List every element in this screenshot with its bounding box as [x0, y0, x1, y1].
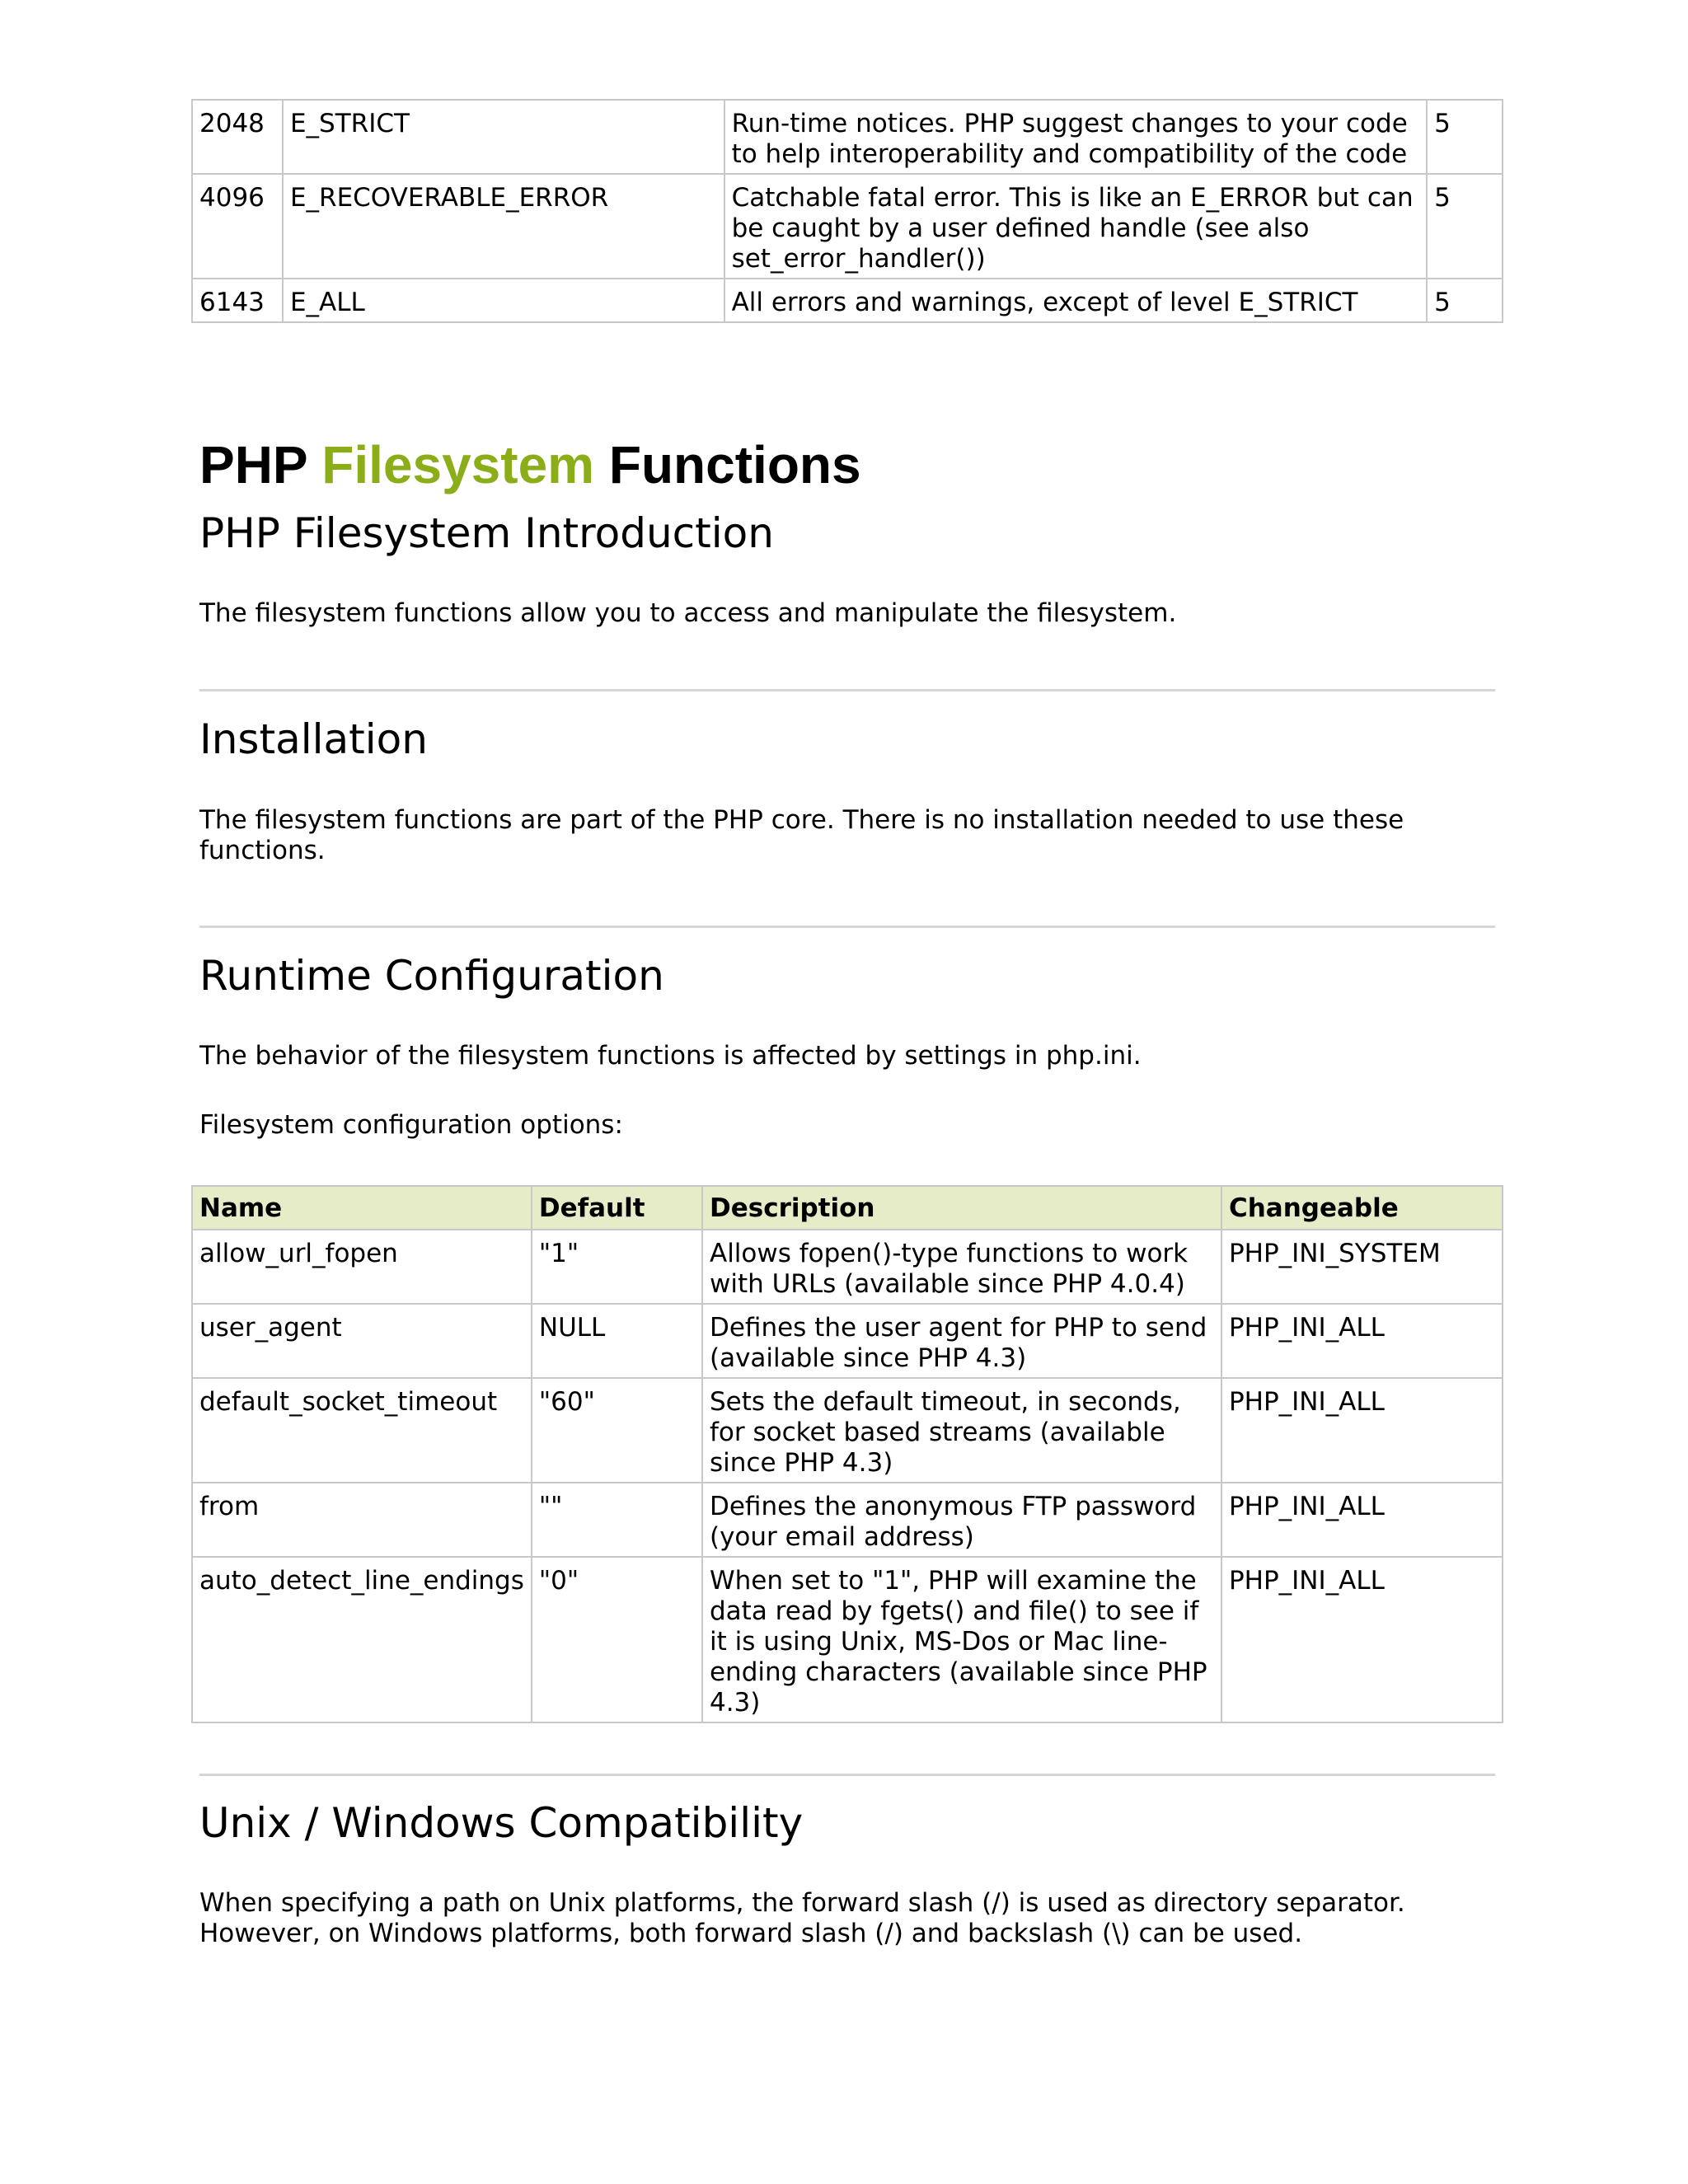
option-changeable: PHP_INI_ALL — [1221, 1378, 1503, 1483]
installation-text: The filesystem functions are part of the PHP core. There is no installation needed to use these functions. — [199, 805, 1404, 865]
table-row — [192, 1557, 1503, 1722]
runtime-options-label: Filesystem configuration options: — [199, 1110, 623, 1140]
section-divider — [199, 689, 1495, 691]
option-default: "60" — [532, 1378, 702, 1483]
table-row — [192, 1230, 1503, 1304]
option-name: auto_detect_line_endings — [192, 1557, 532, 1722]
runtime-heading: Runtime Configuration — [199, 952, 664, 1000]
error-description: Run-time notices. PHP suggest changes to your code to help interoperability and compatibility of the code — [724, 100, 1428, 174]
col-header-default: Default — [532, 1186, 702, 1230]
title-part-2: Functions — [594, 435, 861, 494]
section-divider — [199, 926, 1495, 928]
error-php-version: 5 — [1427, 279, 1503, 322]
compat-heading: Unix / Windows Compatibility — [199, 1799, 804, 1847]
option-name: from — [192, 1483, 532, 1557]
option-name: default_socket_timeout — [192, 1378, 532, 1483]
title-accent: Filesystem — [321, 435, 595, 494]
error-levels-table — [191, 99, 1503, 323]
option-description: Sets the default timeout, in seconds, for socket based streams (available since PHP 4.3) — [702, 1378, 1221, 1483]
option-default: "0" — [532, 1557, 702, 1722]
page-title — [199, 432, 861, 498]
error-php-version: 5 — [1427, 174, 1503, 279]
table-row — [192, 1483, 1503, 1557]
col-header-description: Description — [702, 1186, 1221, 1230]
compat-text: When specifying a path on Unix platforms, the forward slash (/) is used as directory separator. However, on Windows platforms, both forward slash (/) and backslash (\) can be used. — [199, 1888, 1405, 1948]
error-value: 2048 — [192, 100, 283, 174]
option-name: allow_url_fopen — [192, 1230, 532, 1304]
intro-text: The filesystem functions allow you to access and manipulate the filesystem. — [199, 598, 1177, 628]
table-row — [192, 100, 1503, 174]
option-changeable: PHP_INI_ALL — [1221, 1557, 1503, 1722]
option-description: When set to "1", PHP will examine the data read by fgets() and file() to see if it is using Unix, MS-Dos or Mac line-ending characters (available since PHP 4.3) — [702, 1557, 1221, 1722]
option-description: Defines the anonymous FTP password (your email address) — [702, 1483, 1221, 1557]
col-header-changeable: Changeable — [1221, 1186, 1503, 1230]
option-changeable: PHP_INI_ALL — [1221, 1483, 1503, 1557]
table-row — [192, 279, 1503, 322]
table-row — [192, 174, 1503, 279]
option-default: "" — [532, 1483, 702, 1557]
option-description: Allows fopen()-type functions to work with URLs (available since PHP 4.0.4) — [702, 1230, 1221, 1304]
error-constant: E_RECOVERABLE_ERROR — [283, 174, 724, 279]
error-description: Catchable fatal error. This is like an E_ERROR but can be caught by a user defined handle (see also set_error_handler()) — [724, 174, 1428, 279]
option-changeable: PHP_INI_ALL — [1221, 1304, 1503, 1378]
section-divider — [199, 1774, 1495, 1776]
option-changeable: PHP_INI_SYSTEM — [1221, 1230, 1503, 1304]
error-value: 6143 — [192, 279, 283, 322]
error-php-version: 5 — [1427, 100, 1503, 174]
table-row — [192, 1304, 1503, 1378]
error-constant: E_STRICT — [283, 100, 724, 174]
table-row — [192, 1378, 1503, 1483]
option-default: "1" — [532, 1230, 702, 1304]
config-options-table — [191, 1185, 1503, 1723]
runtime-text: The behavior of the filesystem functions is affected by settings in php.ini. — [199, 1041, 1142, 1071]
error-description: All errors and warnings, except of level E_STRICT — [724, 279, 1428, 322]
option-default: NULL — [532, 1304, 702, 1378]
installation-heading: Installation — [199, 715, 428, 763]
error-value: 4096 — [192, 174, 283, 279]
option-name: user_agent — [192, 1304, 532, 1378]
option-description: Defines the user agent for PHP to send (available since PHP 4.3) — [702, 1304, 1221, 1378]
col-header-name: Name — [192, 1186, 532, 1230]
title-part-1: PHP — [199, 435, 322, 494]
intro-heading: PHP Filesystem Introduction — [199, 509, 774, 557]
table-header-row — [192, 1186, 1503, 1230]
error-constant: E_ALL — [283, 279, 724, 322]
